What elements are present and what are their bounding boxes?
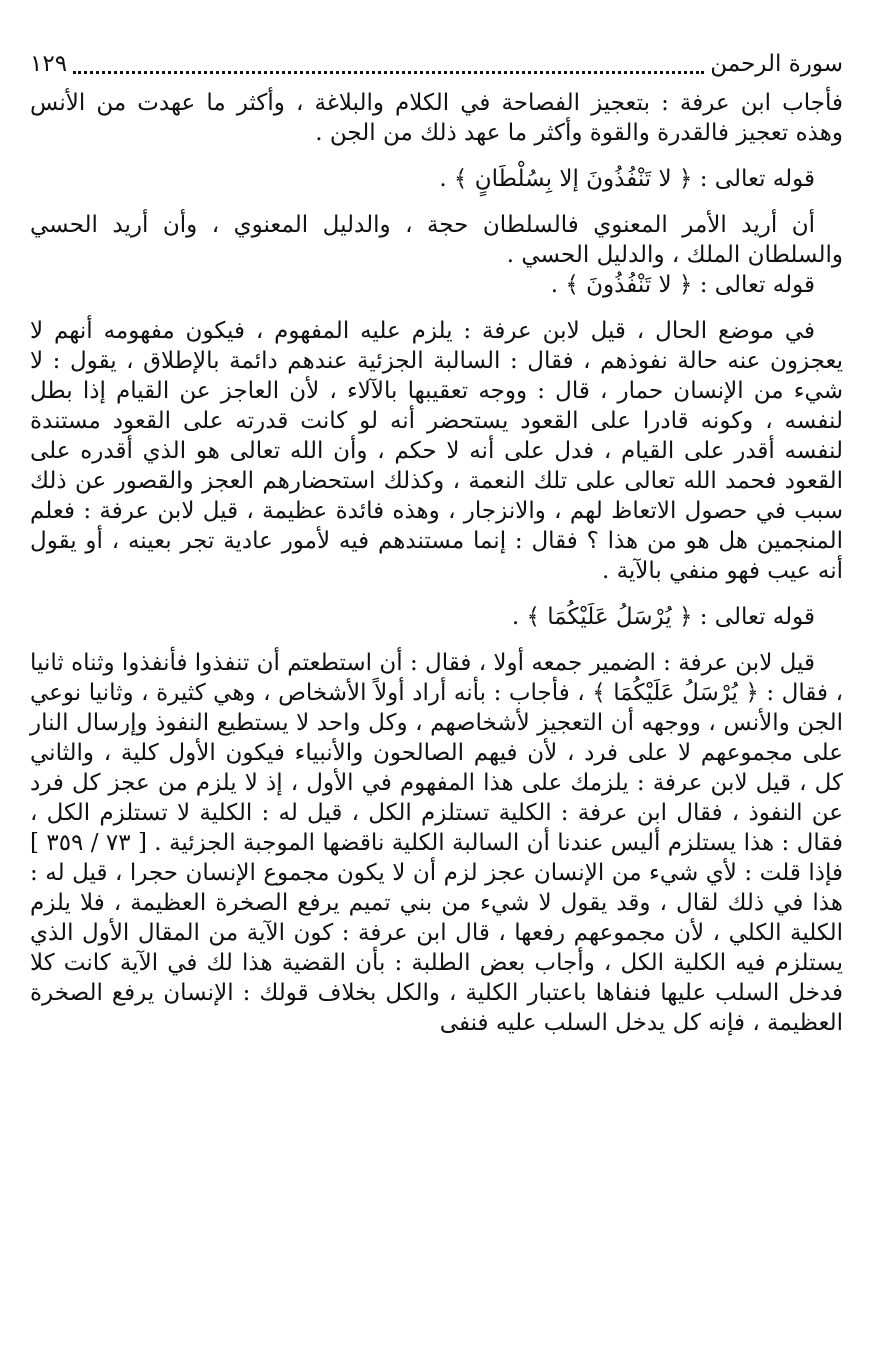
page-number: ١٢٩ [30,51,68,77]
verse-heading-yursalu: قوله تعالى : ﴿ يُرْسَلُ عَلَيْكُمَا ﴾ . [511,604,815,630]
surah-title: سورة الرحمن [710,51,843,77]
header-dot-leader [73,71,704,74]
paragraph-pronoun-commentary: قيل لابن عرفة : الضمير جمعه أولا ، فقال : أن استطعتم أن تنفذوا فأنفذوا وثناه ثانيا ، فقال : ﴿ يُرْسَلُ عَلَيْكُمَا ﴾ ، فأجاب : بأنه أراد أولاً الأشخاص ، وهي كثيرة ، وثانيا نوعي الجن والأنس ، ووجهه أن التعجيز لأشخاصهم ، وكل واحد لا يستطيع النفوذ وإرسال النار على مجموعهم لا على فرد ، لأن فيهم الصالحون والأنبياء فيكون الأول كلية ، والثاني كل ، قيل لابن عرفة : يلزمك على هذا المفهوم في الأول ، إذ لا يلزم من عجز كل فرد عن النفوذ ، فقال ابن عرفة : الكلية تستلزم الكل ، قيل له : الكلية لا تستلزم الكل ، فقال : هذا يستلزم أليس عندنا أن السالبة الكلية ناقضها الموجبة الجزئية . [ ٧٣ / ٣٥٩ ] فإذا قلت : لأي شيء من الإنسان عجز لزم أن لا يكون مجموع الإنسان حجرا ، قيل له : هذا في ذلك لقال ، وقد يقول لا شيء من بني تميم يرفع الصخرة العظيمة ، فلا يلزم الكلية الكلي ، لأن مجموعهم رفعها ، قال ابن عرفة : كون الآية من المقال الأول الذي يستلزم فيه الكلية الكل ، وأجاب بعض الطلبة : بأن القضية هذا لك في الآية كانت كلا فدخل السلب عليها فنفاها باعتبار الكلية ، والكل بخلاف قولك : الإنسان يرفع الصخرة العظيمة ، فإنه كل يدخل السلب عليه فنفى [30,650,843,1036]
paragraph-ibn-arafa-answer: فأجاب ابن عرفة : بتعجيز الفصاحة في الكلام والبلاغة ، وأكثر ما عهدت من الأنس وهذه تعجيز فالقدرة والقوة وأكثر ما عهد ذلك من الجن . [30,90,843,146]
paragraph-hal-commentary: في موضع الحال ، قيل لابن عرفة : يلزم عليه المفهوم ، فيكون مفهومه أنهم لا يعجزون عنه حالة نفوذهم ، فقال : السالبة الجزئية عندهم دائمة بالإطلاق ، يقول : لا شيء من الإنسان حمار ، قال : ووجه تعقيبها بالآلاء ، لأن العاجز عن القيام إذا بطل لنفسه ، وكونه قادرا على القعود يستحضر أنه لو كانت قدرته على القعود مستندة لنفسه أقدر على القيام ، فدل على أنه لا حكم ، وأن الله تعالى هو الذي أقدره على القعود فحمد الله تعالى على تلك النعمة ، وكذلك استحضارهم العجز والقصور عن ذلك سبب في حصول الاتعاظ لهم ، والانزجار ، وهذه فائدة عظيمة ، قيل لابن عرفة : فعلم المنجمين هل هو من هذا ؟ فقال : إنما مستندهم فيه لأمور عادية تجر بعينه ، أو يقول أنه عيب فهو منفي بالآية . [30,318,843,584]
book-page [30,40,843,1351]
running-header [30,40,843,88]
verse-heading-la-tanfudhun: قوله تعالى : ﴿ لا تَنْفُذُونَ ﴾ . [550,272,815,298]
verse-heading-sultan: قوله تعالى : ﴿ لا تَنْفُذُونَ إلا بِسُلْطَانٍ ﴾ . [439,166,815,192]
paragraph-sultan-meaning: أن أريد الأمر المعنوي فالسلطان حجة ، والدليل المعنوي ، وأن أريد الحسي والسلطان الملك ، والدليل الحسي . [30,212,843,268]
